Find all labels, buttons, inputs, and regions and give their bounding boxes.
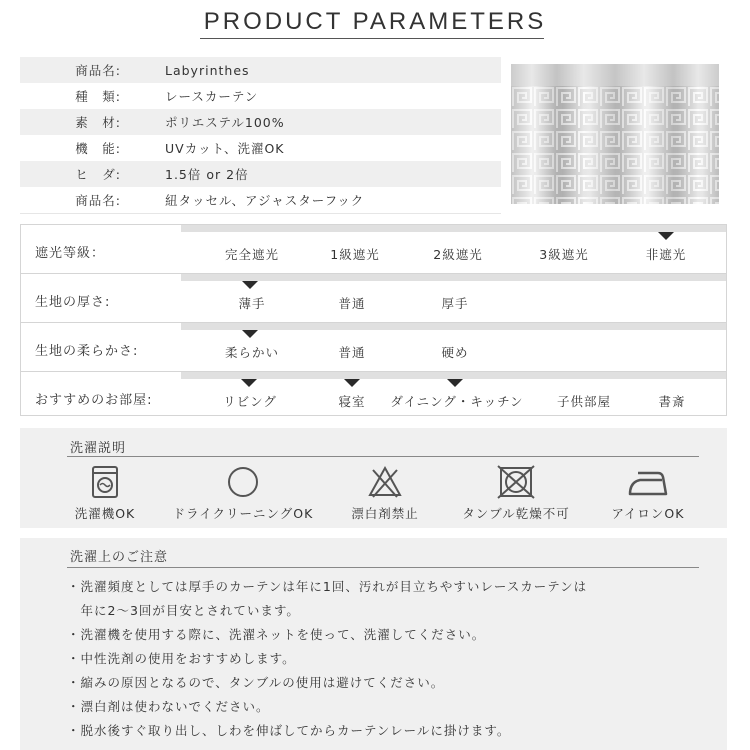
washing-notes (20, 538, 727, 750)
scale-option: 2級遮光 (433, 247, 483, 262)
spec-value: 紐タッセル、アジャスターフック (165, 193, 365, 208)
scale-option: リビング (223, 394, 277, 409)
scale-row-thickness (21, 274, 726, 322)
spec-row (20, 187, 501, 213)
selected-marker (344, 379, 360, 387)
selected-marker (241, 379, 257, 387)
scale-option: 普通 (338, 296, 366, 311)
scale-bar (181, 274, 726, 281)
spec-value: 1.5倍 or 2倍 (165, 167, 249, 182)
wash-title: 洗濯説明 (70, 441, 127, 456)
spec-label: 機 能: (75, 141, 121, 156)
wash-item-label: アイロンOK (611, 506, 685, 521)
scale-option: 完全遮光 (224, 247, 280, 262)
scale-option: ダイニング・キッチン (390, 394, 524, 409)
wash-item (25, 464, 185, 522)
title-underline (200, 38, 544, 39)
selected-marker (658, 232, 674, 240)
dry-cleaning-circle-icon (223, 464, 263, 500)
selected-marker (447, 379, 463, 387)
spec-row (20, 161, 501, 187)
notes-divider (67, 567, 699, 568)
scale-option: 書斎 (658, 394, 686, 409)
washing-machine-icon (85, 464, 125, 500)
washing-instructions (20, 428, 727, 528)
scale-option: 薄手 (238, 296, 266, 311)
spec-label: 種 類: (75, 89, 121, 104)
fabric-scale-panel (20, 224, 727, 416)
spec-table (20, 57, 501, 214)
scale-option: 寝室 (338, 394, 366, 409)
scale-row-softness (21, 323, 726, 371)
wash-item-label: ドライクリーニングOK (172, 506, 314, 521)
spec-value: Labyrinthes (165, 62, 250, 78)
page-title: PRODUCT PARAMETERS (203, 8, 547, 35)
no-tumble-dry-icon (494, 464, 538, 500)
scale-option: 柔らかい (224, 345, 280, 360)
scale-option: 厚手 (441, 296, 469, 311)
note-line: ・縮みの原因となるので、タンブルの使用は避けてください。 (67, 675, 445, 690)
scale-option: 子供部屋 (556, 394, 612, 409)
note-line: ・洗濯頻度としては厚手のカーテンは年に1回、汚れが目立ちやすいレースカーテンは (67, 579, 588, 594)
spec-row (20, 83, 501, 109)
note-line: ・中性洗剤の使用をおすすめします。 (67, 651, 296, 666)
scale-option: 非遮光 (645, 247, 687, 262)
wash-item-label: 洗濯機OK (74, 506, 136, 521)
notes-title: 洗濯上のご注意 (70, 550, 169, 565)
note-line: 年に2〜3回が目安とされています。 (67, 603, 300, 618)
spec-value: ポリエステル100% (165, 115, 285, 130)
scale-bar (181, 323, 726, 330)
wash-item-label: タンブル乾燥不可 (462, 506, 570, 521)
selected-marker (242, 330, 258, 338)
iron-icon (624, 464, 672, 500)
scale-bar (181, 225, 726, 232)
spec-value: UVカット、洗濯OK (165, 141, 285, 156)
scale-label: 生地の柔らかさ: (35, 344, 139, 359)
spec-row (20, 57, 501, 83)
spec-row (20, 109, 501, 135)
scale-bar (181, 372, 726, 379)
note-line: ・洗濯機を使用する際に、洗濯ネットを使って、洗濯してください。 (67, 627, 486, 642)
greek-key-pattern (511, 64, 719, 204)
wash-item (568, 464, 728, 522)
scale-row-room (21, 372, 726, 420)
wash-item-label: 漂白剤禁止 (351, 506, 419, 521)
scale-label: 生地の厚さ: (35, 295, 111, 310)
spec-label: 商品名: (75, 193, 121, 208)
scale-row-blackout (21, 225, 726, 273)
no-bleach-triangle-icon (365, 464, 405, 500)
wash-divider (67, 456, 699, 457)
spec-label: 商品名: (75, 63, 121, 78)
spec-value: レースカーテン (165, 89, 259, 104)
note-line: ・漂白剤は使わないでください。 (67, 699, 270, 714)
spec-label: ヒ ダ: (75, 167, 121, 182)
spec-label: 素 材: (75, 115, 121, 130)
scale-option: 硬め (441, 345, 469, 360)
wash-item (163, 464, 323, 522)
selected-marker (242, 281, 258, 289)
curtain-photo (511, 64, 719, 204)
scale-label: おすすめのお部屋: (35, 393, 153, 408)
spec-row (20, 135, 501, 161)
scale-option: 1級遮光 (330, 247, 380, 262)
scale-option: 普通 (338, 345, 366, 360)
scale-label: 遮光等級： (35, 246, 106, 261)
scale-option: 3級遮光 (539, 247, 589, 262)
note-line: ・脱水後すぐ取り出し、しわを伸ばしてからカーテンレールに掛けます。 (67, 723, 511, 738)
